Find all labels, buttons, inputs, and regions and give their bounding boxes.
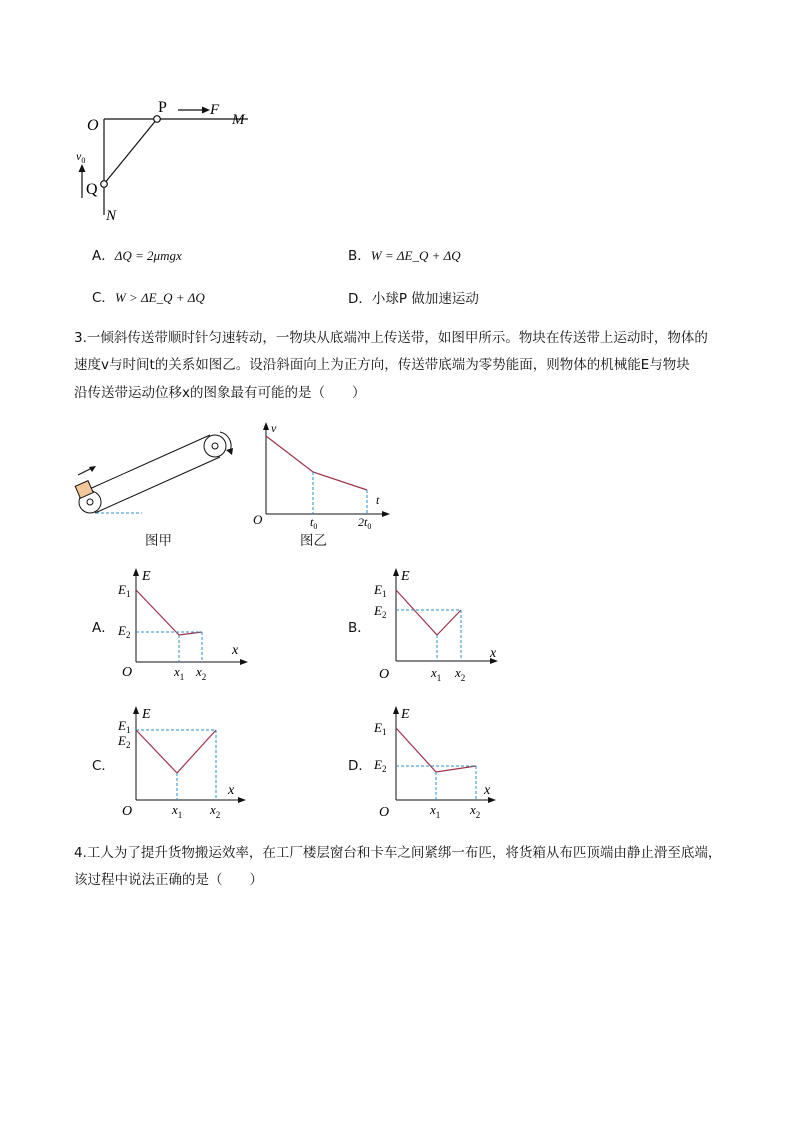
axis-label-v: v xyxy=(271,421,277,435)
svg-text:O: O xyxy=(122,804,133,819)
svg-text:x1: $x_1$ xyxy=(431,665,442,683)
svg-text:E2: $E_2$ xyxy=(374,757,387,774)
q3-stem-line1: 3.一倾斜传送带顺时针匀速转动，一物块从底端冲上传送带，如图甲所示。物块在传送带上运动时，物体的 xyxy=(74,330,708,346)
energy-curve xyxy=(136,590,202,635)
q3-option-a-letter[interactable]: A． xyxy=(92,620,115,636)
svg-text:E: E xyxy=(142,569,151,584)
force-arrowhead xyxy=(202,107,210,114)
tick-t0: $t_0$ xyxy=(310,515,318,530)
graph-option-c[interactable] xyxy=(112,702,252,826)
svg-text:E1: $E_1$ xyxy=(374,720,387,737)
q3-option-b-letter[interactable]: B． xyxy=(348,620,371,636)
fig-vt-graph xyxy=(250,418,400,530)
energy-curve xyxy=(396,728,476,772)
belt-top xyxy=(85,435,210,491)
svg-text:x1: $x_1$ xyxy=(174,664,185,682)
label-P: P xyxy=(158,99,167,116)
svg-text:x2: $x_2$ xyxy=(196,664,207,682)
svg-text:E1: $E_1$ xyxy=(374,582,387,599)
v0-arrowhead xyxy=(79,164,86,172)
svg-text:E2: $E_2$ xyxy=(118,733,131,750)
fig-conveyor xyxy=(70,425,240,520)
caption-fig-yi: 图乙 xyxy=(300,533,327,549)
svg-text:E: E xyxy=(401,569,410,584)
svg-text:E2: $E_2$ xyxy=(374,603,387,620)
svg-text:x: x xyxy=(484,783,491,798)
svg-text:x1: $x_1$ xyxy=(430,802,441,820)
q4-stem-line1: 4.工人为了提升货物搬运效率，在工厂楼层窗台和卡车之间紧绑一布匹，将货箱从布匹顶端由静止滑至底端， xyxy=(74,845,722,861)
fig-rod-diagram xyxy=(70,92,270,232)
option-formula: W = ΔE_Q + ΔQ xyxy=(370,248,461,263)
q4-stem-line2: 该过程中说法正确的是（ ） xyxy=(74,872,263,888)
graph-option-a[interactable] xyxy=(112,564,252,688)
origin-label: O xyxy=(253,512,263,527)
svg-text:x2: $x_2$ xyxy=(470,802,481,820)
label-v0: $v_0$ xyxy=(76,149,86,165)
option-formula: ΔQ = 2μmgx xyxy=(114,248,182,263)
graph-option-d[interactable] xyxy=(370,702,510,826)
q2-option-d[interactable] xyxy=(348,290,479,308)
vt-curve xyxy=(266,436,367,490)
svg-text:O: O xyxy=(122,665,133,680)
option-letter: D． xyxy=(348,291,372,307)
ball-Q xyxy=(101,181,108,188)
label-Q: Q xyxy=(86,181,98,198)
caption-fig-jia: 图甲 xyxy=(145,533,172,549)
block-arrow xyxy=(78,468,92,475)
svg-text:E: E xyxy=(401,707,410,722)
energy-curve xyxy=(396,590,461,635)
svg-text:O: O xyxy=(379,805,390,820)
svg-text:x: x xyxy=(490,646,497,661)
q2-option-c[interactable] xyxy=(92,289,205,307)
option-letter: C． xyxy=(92,290,115,306)
svg-text:E: E xyxy=(142,707,151,722)
label-O: O xyxy=(87,117,99,134)
q2-option-a[interactable] xyxy=(92,247,182,265)
q3-stem-line2: 速度v与时间t的关系如图乙。设沿斜面向上为正方向，传送带底端为零势能面，则物体的机械能E与物块 xyxy=(74,357,690,373)
option-letter: B． xyxy=(348,248,371,264)
ball-P xyxy=(154,116,161,123)
svg-text:x2: $x_2$ xyxy=(210,802,221,820)
option-formula: 小球P 做加速运动 xyxy=(371,291,479,307)
link-PQ xyxy=(104,119,157,184)
axis-label-t: t xyxy=(376,493,380,507)
option-letter: A． xyxy=(92,248,115,264)
svg-text:E1: $E_1$ xyxy=(118,718,131,735)
pulley-top xyxy=(204,435,226,457)
svg-text:E1: $E_1$ xyxy=(118,582,131,599)
label-F: F xyxy=(210,102,220,118)
svg-text:x1: $x_1$ xyxy=(172,802,183,820)
q2-option-b[interactable] xyxy=(348,247,461,265)
svg-text:x: x xyxy=(228,783,235,798)
svg-text:x2: $x_2$ xyxy=(455,665,466,683)
energy-curve xyxy=(136,730,216,773)
q3-option-c-letter[interactable]: C． xyxy=(92,758,115,774)
label-M: M xyxy=(232,112,245,128)
svg-text:O: O xyxy=(379,667,390,682)
option-formula: W > ΔE_Q + ΔQ xyxy=(114,290,205,305)
belt-bottom xyxy=(95,457,220,513)
svg-text:x: x xyxy=(232,643,239,658)
label-N: N xyxy=(106,208,117,224)
svg-text:E2: $E_2$ xyxy=(118,623,131,640)
graph-option-b[interactable] xyxy=(370,564,510,688)
tick-2t0: $2t_0$ xyxy=(358,515,372,530)
q3-stem-line3: 沿传送带运动位移x的图象最有可能的是（ ） xyxy=(74,385,366,401)
q3-option-d-letter[interactable]: D． xyxy=(348,758,372,774)
